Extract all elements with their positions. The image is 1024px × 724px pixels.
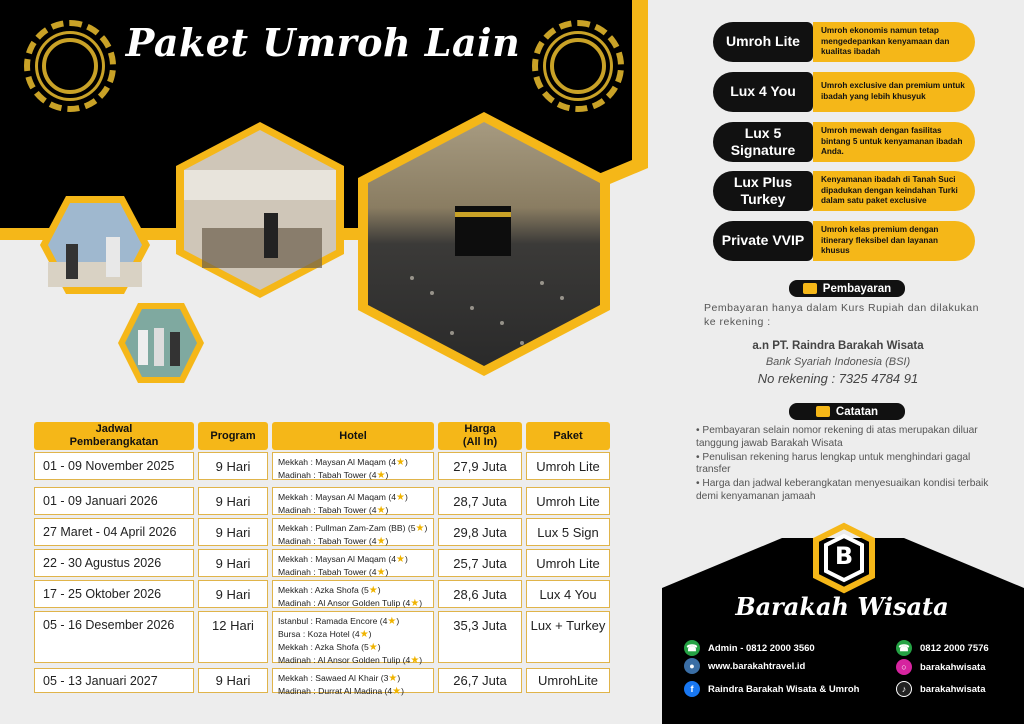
star-icon: ★ (395, 457, 405, 468)
cell-jadwal: 05 - 13 Januari 2027 (34, 668, 194, 693)
cell-paket: Lux 4 You (526, 580, 610, 608)
cell-paket: UmrohLite (526, 668, 610, 693)
cell-hotel (272, 452, 434, 480)
money-icon (803, 283, 817, 294)
cell-paket: Umroh Lite (526, 452, 610, 480)
hotel-line: Mekkah : Pullman Zam-Zam (BB) (5★) (278, 523, 428, 534)
catatan-item: • Harga dan jadwal keberangkatan menyesuaikan kondisi terbaik demi kenyamanan jamaah (696, 478, 989, 502)
catatan-label: Catatan (835, 405, 879, 418)
cell-harga: 28,7 Juta (438, 487, 522, 515)
cell-program: 9 Hari (198, 487, 268, 515)
pembayaran-label: Pembayaran (822, 282, 892, 295)
account-number: No rekening : 7325 4784 91 (757, 371, 919, 386)
cell-paket: Lux 5 Sign (526, 518, 610, 546)
contact-instagram[interactable]: ○ barakahwisata (896, 659, 985, 675)
hotel-line: Madinah : Tabah Tower (4★) (278, 470, 389, 481)
package-name: Lux 5 Signature (713, 122, 813, 162)
package-desc: Umroh ekonomis namun tetap mengedepankan kenyamaan dan kualitas ibadah (813, 22, 975, 62)
star-icon: ★ (368, 642, 378, 653)
cell-hotel (272, 487, 434, 515)
hotel-line: Mekkah : Azka Shofa (5★) (278, 585, 381, 596)
star-icon: ★ (392, 686, 402, 697)
hotel-line: Bursa : Koza Hotel (4★) (278, 629, 372, 640)
cell-program: 9 Hari (198, 668, 268, 693)
cell-program: 9 Hari (198, 580, 268, 608)
package-name: Lux 4 You (713, 72, 813, 112)
col-header-jadwal: Jadwal Pemberangkatan (34, 422, 194, 450)
cell-hotel (272, 549, 434, 577)
note-icon (816, 406, 830, 417)
package-name: Umroh Lite (713, 22, 813, 62)
brand-name: Barakah Wisata (735, 592, 949, 621)
col-header-program: Program (198, 422, 268, 450)
col-header-harga: Harga (All In) (438, 422, 522, 450)
hotel-line: Madinah : Al Ansor Golden Tulip (4★) (278, 598, 423, 609)
catatan-tag (789, 403, 905, 420)
hotel-line: Mekkah : Maysan Al Maqam (4★) (278, 457, 408, 468)
package-name: Lux Plus Turkey (713, 171, 813, 211)
star-icon: ★ (376, 505, 386, 516)
star-icon: ★ (410, 598, 420, 609)
star-icon: ★ (387, 616, 397, 627)
col-header-paket: Paket (526, 422, 610, 450)
star-icon: ★ (368, 585, 378, 596)
package-desc: Umroh kelas premium dengan itinerary fleksibel dan layanan khusus (813, 221, 975, 261)
col-header-hotel: Hotel (272, 422, 434, 450)
cell-jadwal: 17 - 25 Oktober 2026 (34, 580, 194, 608)
bank-name: Bank Syariah Indonesia (BSI) (765, 356, 911, 368)
cell-jadwal: 05 - 16 Desember 2026 (34, 611, 194, 663)
cell-harga: 28,6 Juta (438, 580, 522, 608)
cell-jadwal: 01 - 09 November 2025 (34, 452, 194, 480)
cell-harga: 29,8 Juta (438, 518, 522, 546)
cell-hotel (272, 518, 434, 546)
whatsapp-icon: ☎ (896, 640, 912, 656)
star-icon: ★ (395, 554, 405, 565)
cell-program: 9 Hari (198, 518, 268, 546)
package-desc: Umroh exclusive dan premium untuk ibadah yang lebih khusyuk (813, 72, 975, 112)
cell-hotel (272, 668, 434, 697)
cell-hotel (272, 611, 434, 666)
mandala-ornament-right (532, 20, 624, 112)
star-icon: ★ (376, 536, 386, 547)
contact-admin[interactable]: ☎ Admin - 0812 2000 3560 (684, 640, 815, 656)
page-title: Paket Umroh Lain (125, 20, 521, 65)
hotel-line: Mekkah : Sawaed Al Khair (3★) (278, 673, 401, 684)
cell-harga: 27,9 Juta (438, 452, 522, 480)
cell-jadwal: 22 - 30 Agustus 2026 (34, 549, 194, 577)
cell-hotel (272, 580, 434, 608)
cell-harga: 26,7 Juta (438, 668, 522, 693)
package-name: Private VVIP (713, 221, 813, 261)
cell-paket: Umroh Lite (526, 549, 610, 577)
hotel-line: Madinah : Tabah Tower (4★) (278, 505, 389, 516)
pembayaran-text: Pembayaran hanya dalam Kurs Rupiah dan dilakukan ke rekening : (704, 302, 979, 328)
contact-facebook[interactable]: f Raindra Barakah Wisata & Umroh (684, 681, 859, 697)
tiktok-icon: ♪ (896, 681, 912, 697)
hotel-line: Madinah : Tabah Tower (4★) (278, 536, 389, 547)
cell-program: 9 Hari (198, 452, 268, 480)
star-icon: ★ (376, 567, 386, 578)
cell-jadwal: 27 Maret - 04 April 2026 (34, 518, 194, 546)
star-icon: ★ (359, 629, 369, 640)
cell-paket: Umroh Lite (526, 487, 610, 515)
star-icon: ★ (410, 655, 420, 666)
facebook-icon: f (684, 681, 700, 697)
catatan-item: • Pembayaran selain nomor rekening di atas merupakan diluar tanggung jawab Barakah Wisata (696, 425, 978, 449)
star-icon: ★ (376, 470, 386, 481)
cell-program: 12 Hari (198, 611, 268, 663)
contact-phone2[interactable]: ☎ 0812 2000 7576 (896, 640, 989, 656)
hotel-line: Madinah : Al Ansor Golden Tulip (4★) (278, 655, 423, 666)
hotel-line: Mekkah : Maysan Al Maqam (4★) (278, 492, 408, 503)
photo-pilgrims-hex (36, 192, 154, 298)
photo-mosque-hall-hex (172, 118, 348, 302)
whatsapp-icon: ☎ (684, 640, 700, 656)
package-desc: Kenyamanan ibadah di Tanah Suci dipadukan dengan keindahan Turki dalam satu paket exclusive (813, 171, 975, 211)
catatan-list (696, 425, 996, 505)
pembayaran-tag (789, 280, 905, 297)
instagram-icon: ○ (896, 659, 912, 675)
package-desc: Umroh mewah dengan fasilitas bintang 5 untuk kenyamanan ibadah Anda. (813, 122, 975, 162)
star-icon: ★ (388, 673, 398, 684)
star-icon: ★ (395, 492, 405, 503)
hotel-line: Madinah : Tabah Tower (4★) (278, 567, 389, 578)
star-icon: ★ (415, 523, 425, 534)
hotel-line: Mekkah : Azka Shofa (5★) (278, 642, 381, 653)
hotel-line: Madinah : Durrat Al Madina (4★) (278, 686, 405, 697)
photo-group-hex (116, 300, 206, 386)
account-name: a.n PT. Raindra Barakah Wisata (752, 340, 924, 352)
cell-jadwal: 01 - 09 Januari 2026 (34, 487, 194, 515)
cell-paket: Lux + Turkey (526, 611, 610, 663)
cell-harga: 25,7 Juta (438, 549, 522, 577)
contact-tiktok[interactable]: ♪ barakahwisata (896, 681, 985, 697)
web-icon: ● (684, 658, 700, 674)
catatan-item: • Penulisan rekening harus lengkap untuk menghindari gagal transfer (696, 451, 971, 476)
cell-harga: 35,3 Juta (438, 611, 522, 663)
mandala-ornament-left (24, 20, 116, 112)
hotel-line: Mekkah : Maysan Al Maqam (4★) (278, 554, 408, 565)
photo-kaaba-hex (352, 108, 616, 380)
hotel-line: Istanbul : Ramada Encore (4★) (278, 616, 400, 627)
cell-program: 9 Hari (198, 549, 268, 577)
brand-logo-letter: B (834, 542, 854, 570)
contact-website[interactable]: ● www.barakahtravel.id (684, 658, 805, 674)
